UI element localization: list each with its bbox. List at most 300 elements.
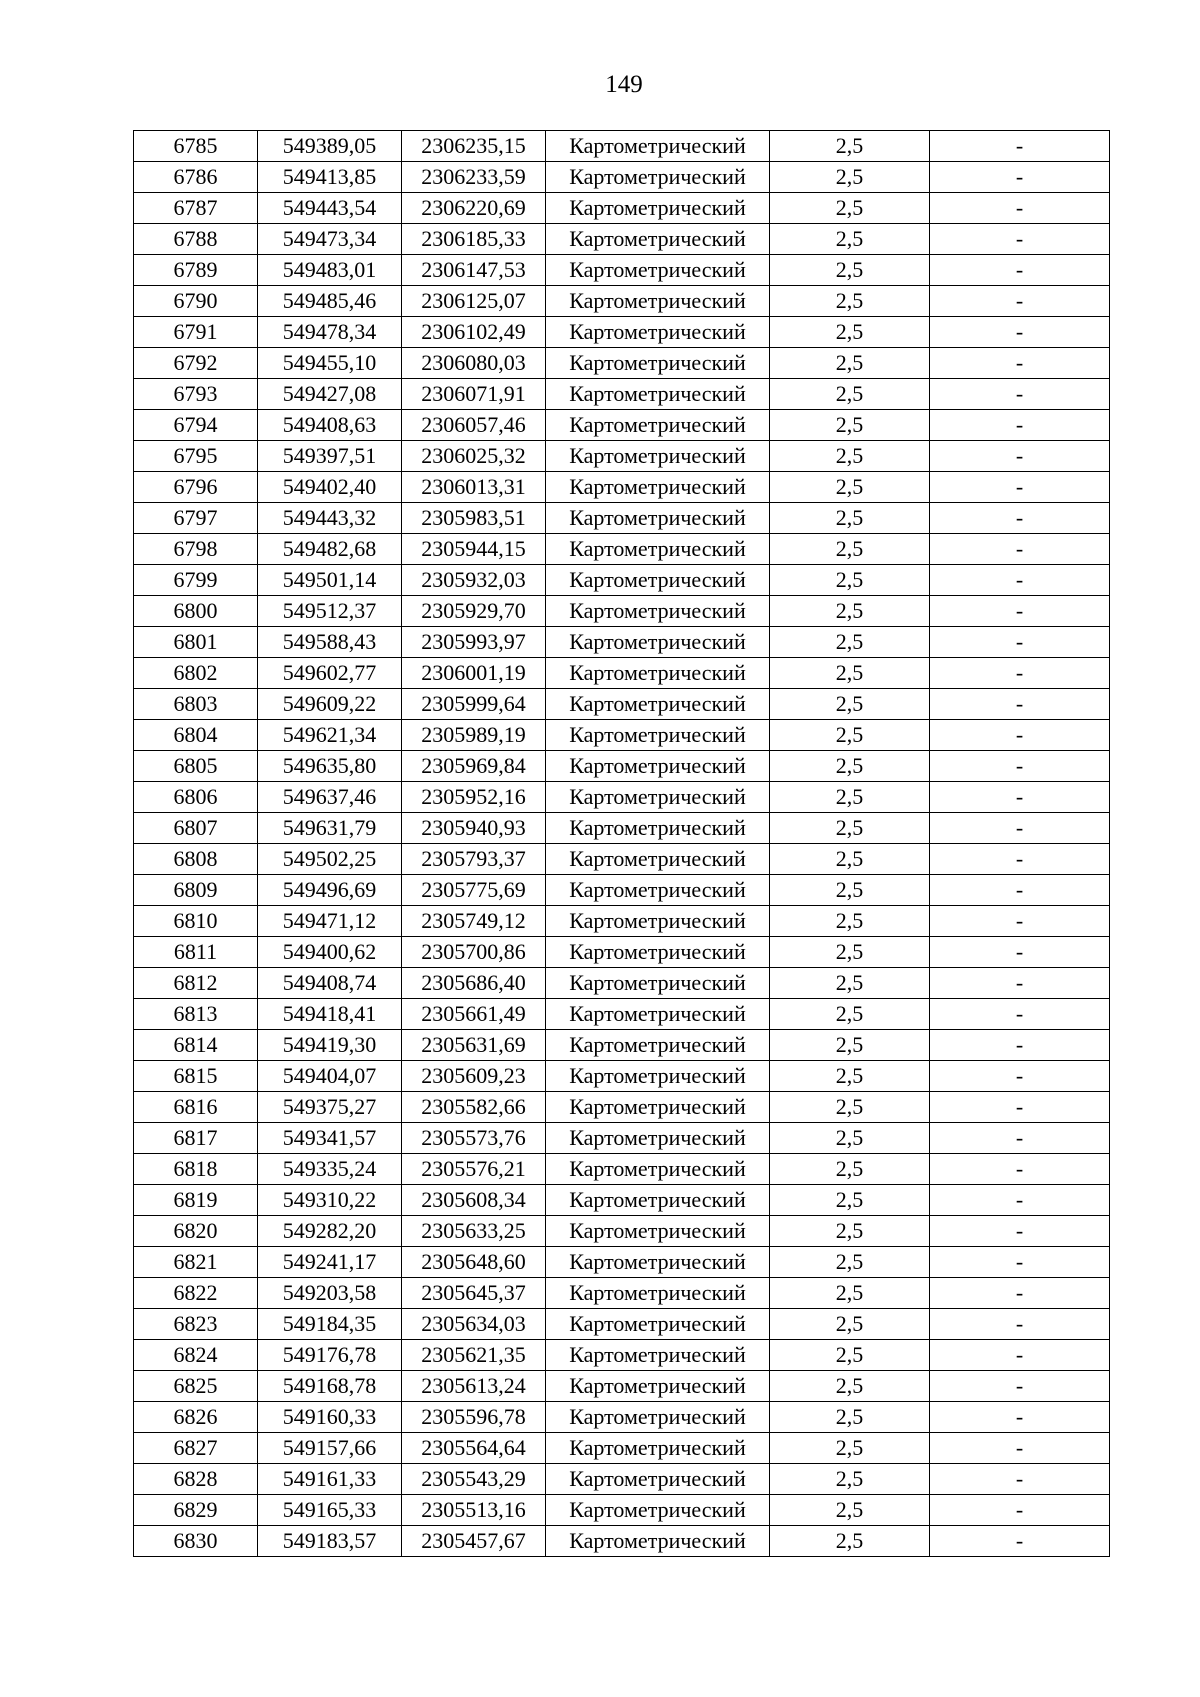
x-coordinate-cell: 549485,46 (258, 286, 402, 317)
method-cell: Картометрический (546, 1278, 770, 1309)
accuracy-cell: 2,5 (770, 720, 930, 751)
accuracy-cell: 2,5 (770, 1030, 930, 1061)
method-cell: Картометрический (546, 1433, 770, 1464)
point-number-cell: 6793 (134, 379, 258, 410)
x-coordinate-cell: 549602,77 (258, 658, 402, 689)
x-coordinate-cell: 549341,57 (258, 1123, 402, 1154)
method-cell: Картометрический (546, 1402, 770, 1433)
y-coordinate-cell: 2305576,21 (402, 1154, 546, 1185)
table-row (134, 1433, 1110, 1464)
x-coordinate-cell: 549404,07 (258, 1061, 402, 1092)
x-coordinate-cell: 549502,25 (258, 844, 402, 875)
page-number: 149 (605, 71, 643, 98)
note-cell: - (930, 472, 1110, 503)
accuracy-cell: 2,5 (770, 1278, 930, 1309)
table-row (134, 751, 1110, 782)
accuracy-cell: 2,5 (770, 906, 930, 937)
accuracy-cell: 2,5 (770, 1123, 930, 1154)
table-row (134, 1247, 1110, 1278)
note-cell: - (930, 1247, 1110, 1278)
point-number-cell: 6800 (134, 596, 258, 627)
table-row (134, 813, 1110, 844)
table-row (134, 875, 1110, 906)
y-coordinate-cell: 2305661,49 (402, 999, 546, 1030)
y-coordinate-cell: 2305631,69 (402, 1030, 546, 1061)
note-cell: - (930, 1061, 1110, 1092)
method-cell: Картометрический (546, 1030, 770, 1061)
note-cell: - (930, 1154, 1110, 1185)
y-coordinate-cell: 2305775,69 (402, 875, 546, 906)
accuracy-cell: 2,5 (770, 472, 930, 503)
y-coordinate-cell: 2306233,59 (402, 162, 546, 193)
accuracy-cell: 2,5 (770, 875, 930, 906)
y-coordinate-cell: 2305596,78 (402, 1402, 546, 1433)
x-coordinate-cell: 549184,35 (258, 1309, 402, 1340)
note-cell: - (930, 596, 1110, 627)
method-cell: Картометрический (546, 1216, 770, 1247)
point-number-cell: 6824 (134, 1340, 258, 1371)
accuracy-cell: 2,5 (770, 1061, 930, 1092)
point-number-cell: 6790 (134, 286, 258, 317)
y-coordinate-cell: 2305993,97 (402, 627, 546, 658)
method-cell: Картометрический (546, 813, 770, 844)
accuracy-cell: 2,5 (770, 937, 930, 968)
y-coordinate-cell: 2306185,33 (402, 224, 546, 255)
accuracy-cell: 2,5 (770, 348, 930, 379)
note-cell: - (930, 1371, 1110, 1402)
point-number-cell: 6797 (134, 503, 258, 534)
x-coordinate-cell: 549478,34 (258, 317, 402, 348)
note-cell: - (930, 999, 1110, 1030)
table-row (134, 317, 1110, 348)
point-number-cell: 6820 (134, 1216, 258, 1247)
point-number-cell: 6787 (134, 193, 258, 224)
table-row (134, 410, 1110, 441)
x-coordinate-cell: 549483,01 (258, 255, 402, 286)
note-cell: - (930, 1092, 1110, 1123)
method-cell: Картометрический (546, 503, 770, 534)
method-cell: Картометрический (546, 1309, 770, 1340)
table-row (134, 348, 1110, 379)
method-cell: Картометрический (546, 937, 770, 968)
table-row (134, 1464, 1110, 1495)
accuracy-cell: 2,5 (770, 968, 930, 999)
x-coordinate-cell: 549389,05 (258, 131, 402, 162)
point-number-cell: 6830 (134, 1526, 258, 1557)
table-row (134, 1092, 1110, 1123)
note-cell: - (930, 317, 1110, 348)
accuracy-cell: 2,5 (770, 534, 930, 565)
point-number-cell: 6823 (134, 1309, 258, 1340)
table-row (134, 1495, 1110, 1526)
method-cell: Картометрический (546, 131, 770, 162)
y-coordinate-cell: 2305457,67 (402, 1526, 546, 1557)
x-coordinate-cell: 549418,41 (258, 999, 402, 1030)
y-coordinate-cell: 2306102,49 (402, 317, 546, 348)
point-number-cell: 6821 (134, 1247, 258, 1278)
note-cell: - (930, 1278, 1110, 1309)
note-cell: - (930, 689, 1110, 720)
x-coordinate-cell: 549375,27 (258, 1092, 402, 1123)
table-row (134, 503, 1110, 534)
y-coordinate-cell: 2305989,19 (402, 720, 546, 751)
point-number-cell: 6810 (134, 906, 258, 937)
note-cell: - (930, 503, 1110, 534)
table-row (134, 1278, 1110, 1309)
point-number-cell: 6815 (134, 1061, 258, 1092)
table-row (134, 534, 1110, 565)
note-cell: - (930, 534, 1110, 565)
accuracy-cell: 2,5 (770, 1092, 930, 1123)
method-cell: Картометрический (546, 286, 770, 317)
point-number-cell: 6791 (134, 317, 258, 348)
accuracy-cell: 2,5 (770, 689, 930, 720)
method-cell: Картометрический (546, 1185, 770, 1216)
note-cell: - (930, 286, 1110, 317)
table-row (134, 162, 1110, 193)
accuracy-cell: 2,5 (770, 1309, 930, 1340)
accuracy-cell: 2,5 (770, 999, 930, 1030)
table-row (134, 1526, 1110, 1557)
note-cell: - (930, 720, 1110, 751)
x-coordinate-cell: 549241,17 (258, 1247, 402, 1278)
method-cell: Картометрический (546, 596, 770, 627)
note-cell: - (930, 1340, 1110, 1371)
method-cell: Картометрический (546, 1464, 770, 1495)
coordinates-table (133, 130, 1110, 1557)
y-coordinate-cell: 2306125,07 (402, 286, 546, 317)
table-row (134, 1402, 1110, 1433)
y-coordinate-cell: 2305952,16 (402, 782, 546, 813)
point-number-cell: 6828 (134, 1464, 258, 1495)
table-row (134, 193, 1110, 224)
table-row (134, 1371, 1110, 1402)
note-cell: - (930, 875, 1110, 906)
accuracy-cell: 2,5 (770, 1433, 930, 1464)
accuracy-cell: 2,5 (770, 379, 930, 410)
accuracy-cell: 2,5 (770, 224, 930, 255)
point-number-cell: 6805 (134, 751, 258, 782)
y-coordinate-cell: 2305648,60 (402, 1247, 546, 1278)
note-cell: - (930, 162, 1110, 193)
x-coordinate-cell: 549473,34 (258, 224, 402, 255)
accuracy-cell: 2,5 (770, 410, 930, 441)
y-coordinate-cell: 2306220,69 (402, 193, 546, 224)
note-cell: - (930, 968, 1110, 999)
point-number-cell: 6814 (134, 1030, 258, 1061)
note-cell: - (930, 1433, 1110, 1464)
table-row (134, 627, 1110, 658)
accuracy-cell: 2,5 (770, 1154, 930, 1185)
y-coordinate-cell: 2305983,51 (402, 503, 546, 534)
y-coordinate-cell: 2306071,91 (402, 379, 546, 410)
y-coordinate-cell: 2305543,29 (402, 1464, 546, 1495)
method-cell: Картометрический (546, 844, 770, 875)
y-coordinate-cell: 2305513,16 (402, 1495, 546, 1526)
accuracy-cell: 2,5 (770, 658, 930, 689)
y-coordinate-cell: 2306057,46 (402, 410, 546, 441)
x-coordinate-cell: 549310,22 (258, 1185, 402, 1216)
accuracy-cell: 2,5 (770, 1402, 930, 1433)
x-coordinate-cell: 549588,43 (258, 627, 402, 658)
point-number-cell: 6807 (134, 813, 258, 844)
table-row (134, 1340, 1110, 1371)
y-coordinate-cell: 2305700,86 (402, 937, 546, 968)
x-coordinate-cell: 549400,62 (258, 937, 402, 968)
table-row (134, 782, 1110, 813)
table-row (134, 596, 1110, 627)
note-cell: - (930, 1464, 1110, 1495)
method-cell: Картометрический (546, 689, 770, 720)
method-cell: Картометрический (546, 1247, 770, 1278)
x-coordinate-cell: 549165,33 (258, 1495, 402, 1526)
y-coordinate-cell: 2305633,25 (402, 1216, 546, 1247)
y-coordinate-cell: 2305608,34 (402, 1185, 546, 1216)
accuracy-cell: 2,5 (770, 1216, 930, 1247)
point-number-cell: 6813 (134, 999, 258, 1030)
note-cell: - (930, 1123, 1110, 1154)
table-row (134, 720, 1110, 751)
x-coordinate-cell: 549471,12 (258, 906, 402, 937)
table-row (134, 1123, 1110, 1154)
point-number-cell: 6825 (134, 1371, 258, 1402)
table-row (134, 968, 1110, 999)
accuracy-cell: 2,5 (770, 1185, 930, 1216)
x-coordinate-cell: 549512,37 (258, 596, 402, 627)
accuracy-cell: 2,5 (770, 844, 930, 875)
point-number-cell: 6803 (134, 689, 258, 720)
x-coordinate-cell: 549609,22 (258, 689, 402, 720)
y-coordinate-cell: 2306025,32 (402, 441, 546, 472)
note-cell: - (930, 782, 1110, 813)
method-cell: Картометрический (546, 1123, 770, 1154)
table-row (134, 1061, 1110, 1092)
x-coordinate-cell: 549637,46 (258, 782, 402, 813)
point-number-cell: 6809 (134, 875, 258, 906)
accuracy-cell: 2,5 (770, 1340, 930, 1371)
method-cell: Картометрический (546, 379, 770, 410)
y-coordinate-cell: 2305940,93 (402, 813, 546, 844)
x-coordinate-cell: 549621,34 (258, 720, 402, 751)
accuracy-cell: 2,5 (770, 441, 930, 472)
x-coordinate-cell: 549183,57 (258, 1526, 402, 1557)
accuracy-cell: 2,5 (770, 1526, 930, 1557)
x-coordinate-cell: 549176,78 (258, 1340, 402, 1371)
y-coordinate-cell: 2305969,84 (402, 751, 546, 782)
method-cell: Картометрический (546, 565, 770, 596)
note-cell: - (930, 348, 1110, 379)
table-row (134, 286, 1110, 317)
note-cell: - (930, 131, 1110, 162)
method-cell: Картометрический (546, 317, 770, 348)
table-row (134, 224, 1110, 255)
point-number-cell: 6816 (134, 1092, 258, 1123)
method-cell: Картометрический (546, 472, 770, 503)
y-coordinate-cell: 2305686,40 (402, 968, 546, 999)
point-number-cell: 6785 (134, 131, 258, 162)
x-coordinate-cell: 549635,80 (258, 751, 402, 782)
method-cell: Картометрический (546, 1495, 770, 1526)
note-cell: - (930, 751, 1110, 782)
table-row (134, 255, 1110, 286)
table-row (134, 844, 1110, 875)
method-cell: Картометрический (546, 720, 770, 751)
method-cell: Картометрический (546, 658, 770, 689)
coordinates-table-body (134, 131, 1110, 1557)
point-number-cell: 6802 (134, 658, 258, 689)
x-coordinate-cell: 549455,10 (258, 348, 402, 379)
accuracy-cell: 2,5 (770, 782, 930, 813)
y-coordinate-cell: 2305932,03 (402, 565, 546, 596)
method-cell: Картометрический (546, 534, 770, 565)
table-row (134, 999, 1110, 1030)
note-cell: - (930, 1526, 1110, 1557)
method-cell: Картометрический (546, 1154, 770, 1185)
point-number-cell: 6801 (134, 627, 258, 658)
method-cell: Картометрический (546, 968, 770, 999)
point-number-cell: 6818 (134, 1154, 258, 1185)
table-row (134, 658, 1110, 689)
note-cell: - (930, 410, 1110, 441)
y-coordinate-cell: 2305609,23 (402, 1061, 546, 1092)
y-coordinate-cell: 2305645,37 (402, 1278, 546, 1309)
table-row (134, 1185, 1110, 1216)
x-coordinate-cell: 549402,40 (258, 472, 402, 503)
y-coordinate-cell: 2305564,64 (402, 1433, 546, 1464)
x-coordinate-cell: 549160,33 (258, 1402, 402, 1433)
point-number-cell: 6788 (134, 224, 258, 255)
method-cell: Картометрический (546, 906, 770, 937)
y-coordinate-cell: 2305613,24 (402, 1371, 546, 1402)
accuracy-cell: 2,5 (770, 1495, 930, 1526)
note-cell: - (930, 627, 1110, 658)
accuracy-cell: 2,5 (770, 565, 930, 596)
x-coordinate-cell: 549496,69 (258, 875, 402, 906)
accuracy-cell: 2,5 (770, 317, 930, 348)
x-coordinate-cell: 549397,51 (258, 441, 402, 472)
x-coordinate-cell: 549419,30 (258, 1030, 402, 1061)
point-number-cell: 6796 (134, 472, 258, 503)
y-coordinate-cell: 2305573,76 (402, 1123, 546, 1154)
table-row (134, 1216, 1110, 1247)
accuracy-cell: 2,5 (770, 813, 930, 844)
x-coordinate-cell: 549482,68 (258, 534, 402, 565)
point-number-cell: 6798 (134, 534, 258, 565)
accuracy-cell: 2,5 (770, 131, 930, 162)
y-coordinate-cell: 2305929,70 (402, 596, 546, 627)
x-coordinate-cell: 549408,63 (258, 410, 402, 441)
method-cell: Картометрический (546, 875, 770, 906)
x-coordinate-cell: 549157,66 (258, 1433, 402, 1464)
y-coordinate-cell: 2305582,66 (402, 1092, 546, 1123)
x-coordinate-cell: 549335,24 (258, 1154, 402, 1185)
point-number-cell: 6812 (134, 968, 258, 999)
point-number-cell: 6826 (134, 1402, 258, 1433)
x-coordinate-cell: 549203,58 (258, 1278, 402, 1309)
x-coordinate-cell: 549413,85 (258, 162, 402, 193)
y-coordinate-cell: 2306013,31 (402, 472, 546, 503)
x-coordinate-cell: 549631,79 (258, 813, 402, 844)
point-number-cell: 6804 (134, 720, 258, 751)
y-coordinate-cell: 2306001,19 (402, 658, 546, 689)
table-row (134, 937, 1110, 968)
accuracy-cell: 2,5 (770, 503, 930, 534)
table-row (134, 689, 1110, 720)
y-coordinate-cell: 2305944,15 (402, 534, 546, 565)
x-coordinate-cell: 549161,33 (258, 1464, 402, 1495)
accuracy-cell: 2,5 (770, 1464, 930, 1495)
method-cell: Картометрический (546, 162, 770, 193)
note-cell: - (930, 1030, 1110, 1061)
point-number-cell: 6808 (134, 844, 258, 875)
y-coordinate-cell: 2305749,12 (402, 906, 546, 937)
y-coordinate-cell: 2305634,03 (402, 1309, 546, 1340)
accuracy-cell: 2,5 (770, 1247, 930, 1278)
point-number-cell: 6799 (134, 565, 258, 596)
accuracy-cell: 2,5 (770, 751, 930, 782)
note-cell: - (930, 255, 1110, 286)
x-coordinate-cell: 549443,54 (258, 193, 402, 224)
point-number-cell: 6817 (134, 1123, 258, 1154)
method-cell: Картометрический (546, 751, 770, 782)
method-cell: Картометрический (546, 1340, 770, 1371)
accuracy-cell: 2,5 (770, 255, 930, 286)
note-cell: - (930, 1185, 1110, 1216)
y-coordinate-cell: 2306147,53 (402, 255, 546, 286)
accuracy-cell: 2,5 (770, 627, 930, 658)
table-row (134, 131, 1110, 162)
point-number-cell: 6819 (134, 1185, 258, 1216)
note-cell: - (930, 1402, 1110, 1433)
point-number-cell: 6789 (134, 255, 258, 286)
note-cell: - (930, 937, 1110, 968)
table-row (134, 1154, 1110, 1185)
note-cell: - (930, 224, 1110, 255)
note-cell: - (930, 1216, 1110, 1247)
method-cell: Картометрический (546, 782, 770, 813)
y-coordinate-cell: 2305621,35 (402, 1340, 546, 1371)
note-cell: - (930, 1309, 1110, 1340)
x-coordinate-cell: 549501,14 (258, 565, 402, 596)
accuracy-cell: 2,5 (770, 1371, 930, 1402)
method-cell: Картометрический (546, 348, 770, 379)
note-cell: - (930, 844, 1110, 875)
table-row (134, 1309, 1110, 1340)
accuracy-cell: 2,5 (770, 596, 930, 627)
note-cell: - (930, 813, 1110, 844)
y-coordinate-cell: 2306080,03 (402, 348, 546, 379)
accuracy-cell: 2,5 (770, 286, 930, 317)
note-cell: - (930, 193, 1110, 224)
table-row (134, 565, 1110, 596)
y-coordinate-cell: 2305999,64 (402, 689, 546, 720)
method-cell: Картометрический (546, 1526, 770, 1557)
note-cell: - (930, 1495, 1110, 1526)
method-cell: Картометрический (546, 627, 770, 658)
y-coordinate-cell: 2306235,15 (402, 131, 546, 162)
x-coordinate-cell: 549408,74 (258, 968, 402, 999)
note-cell: - (930, 379, 1110, 410)
x-coordinate-cell: 549168,78 (258, 1371, 402, 1402)
point-number-cell: 6829 (134, 1495, 258, 1526)
method-cell: Картометрический (546, 1092, 770, 1123)
point-number-cell: 6822 (134, 1278, 258, 1309)
method-cell: Картометрический (546, 999, 770, 1030)
table-row (134, 1030, 1110, 1061)
point-number-cell: 6792 (134, 348, 258, 379)
y-coordinate-cell: 2305793,37 (402, 844, 546, 875)
table-row (134, 379, 1110, 410)
